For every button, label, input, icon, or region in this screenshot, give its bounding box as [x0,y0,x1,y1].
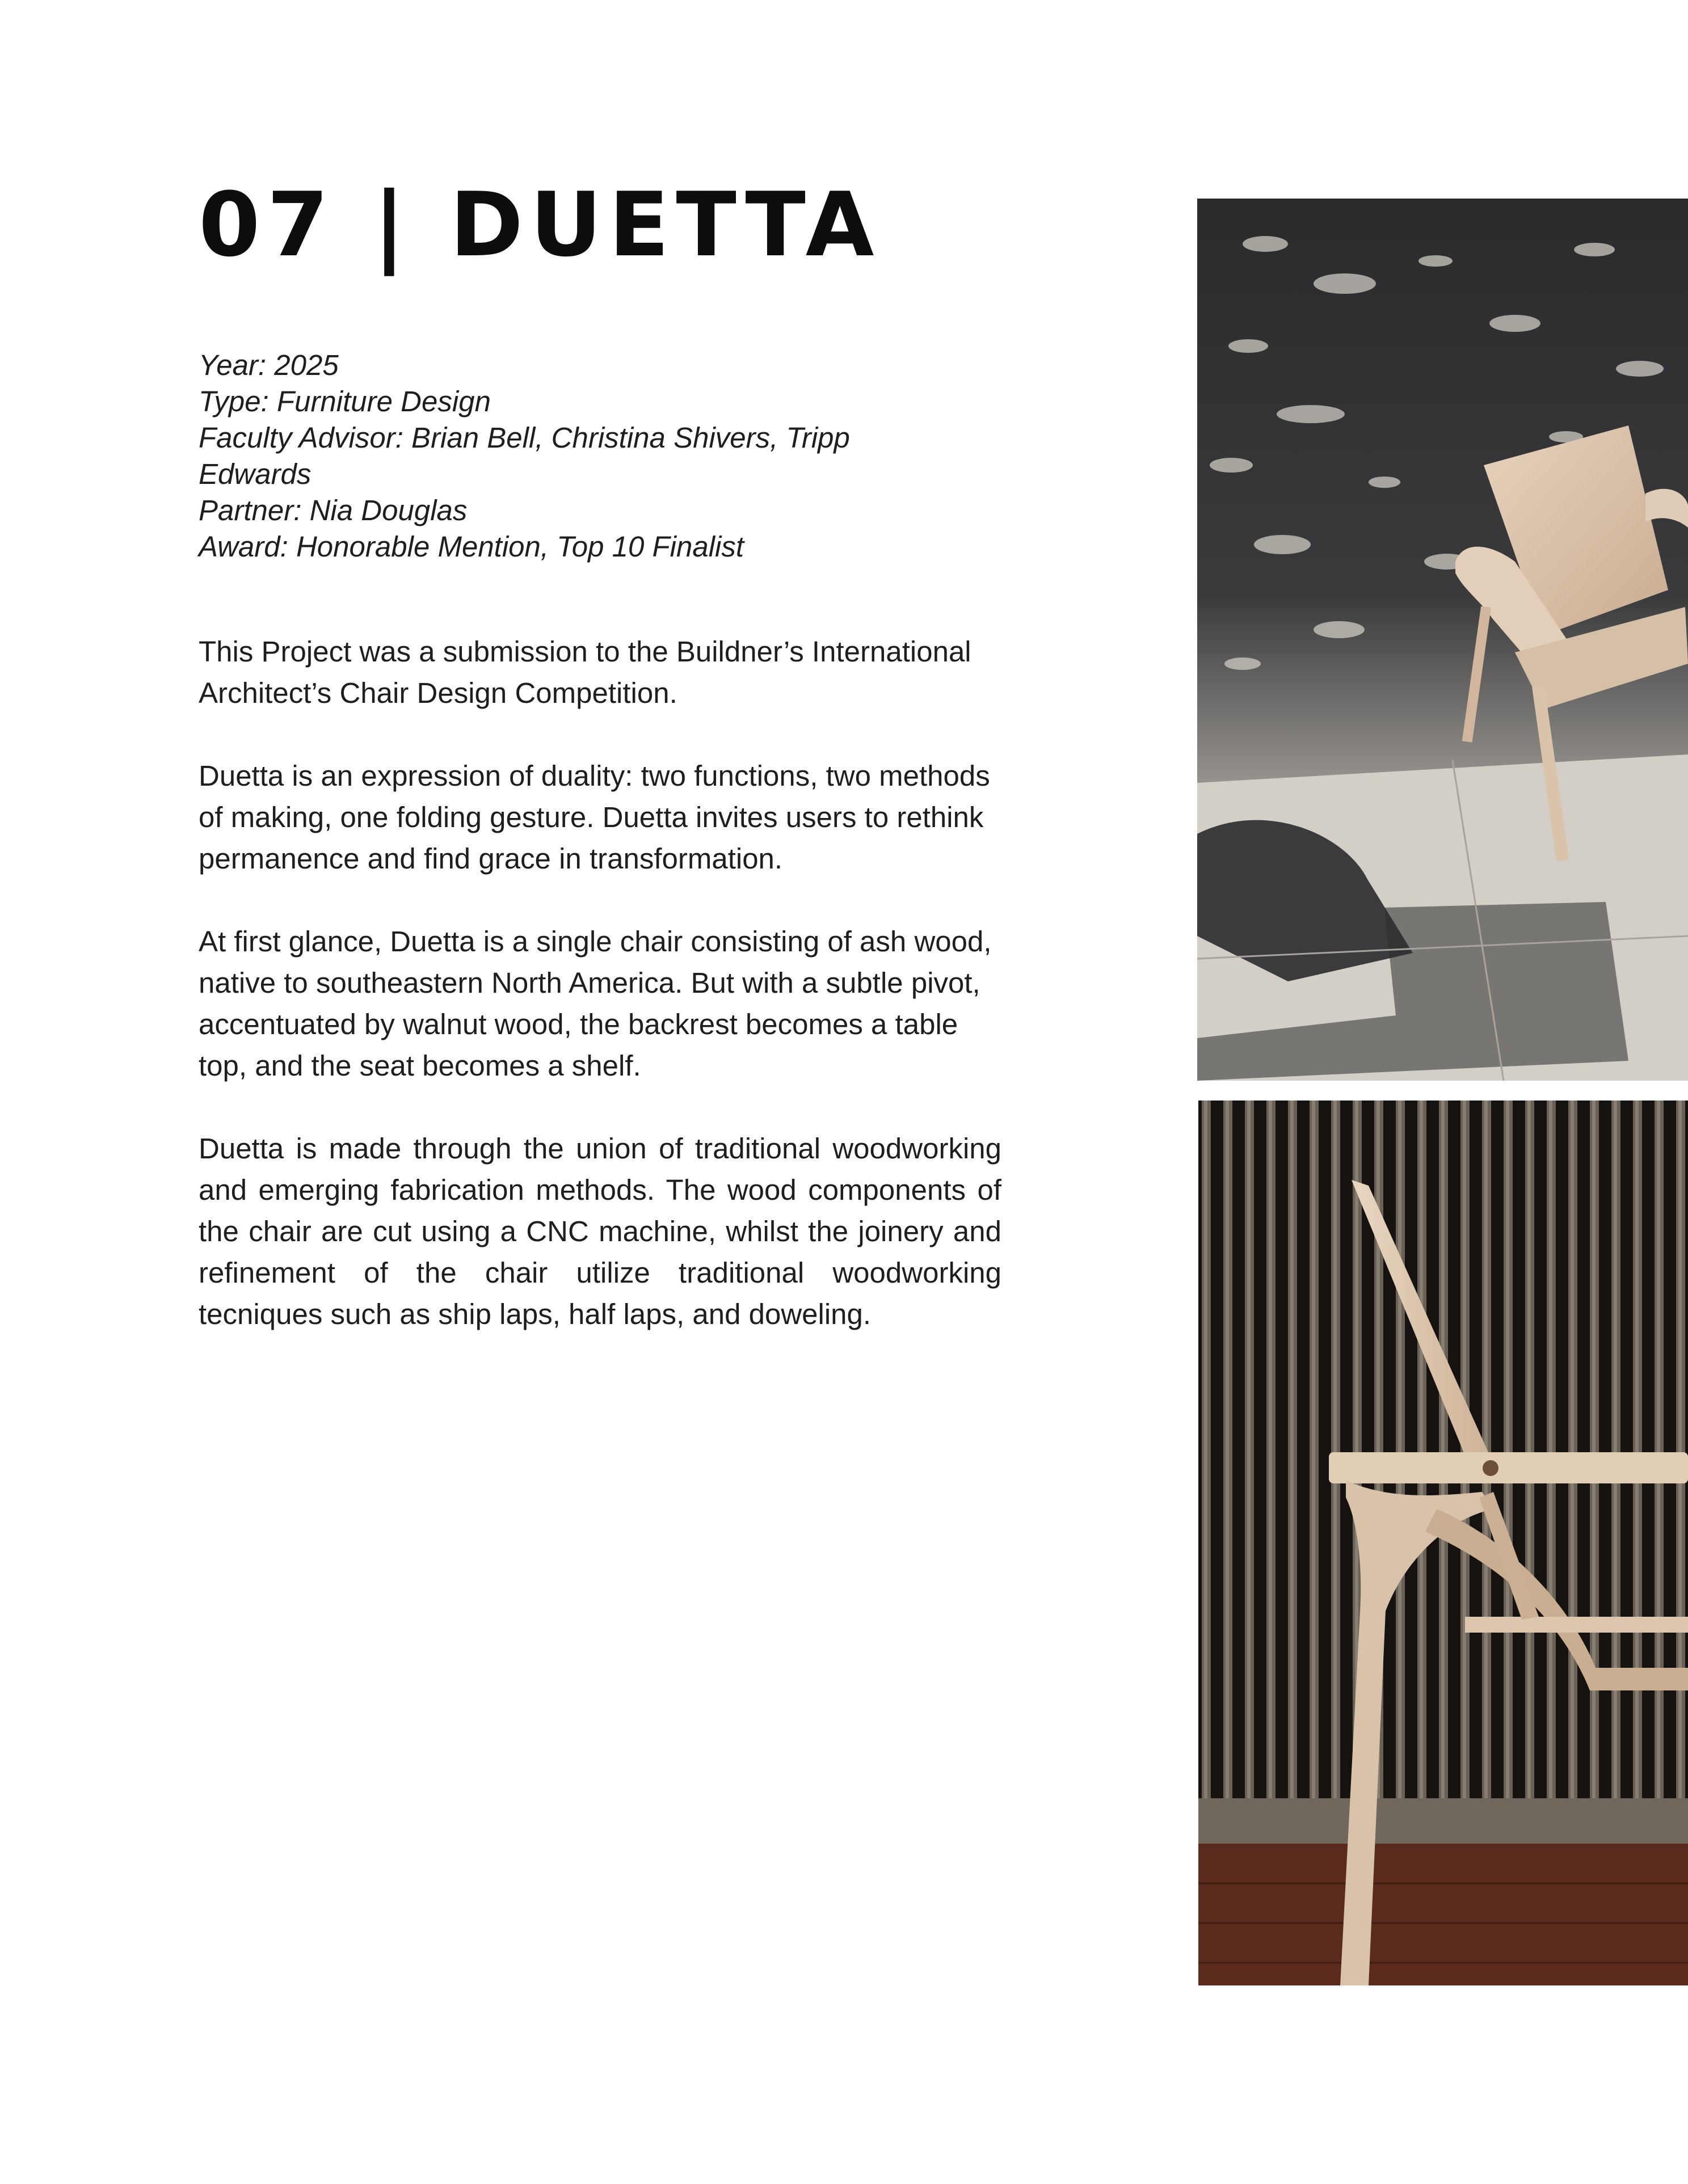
page-title: 07 | DUETTA [199,173,881,276]
paragraph-duality: Duetta is an expression of duality: two functions, two methods of making, one folding gesture. Duetta invites users to rethink permanence and find grace in transformation. [199,760,990,875]
project-description [199,631,1001,1376]
meta-partner: Partner: Nia Douglas [199,494,468,526]
paragraph-intro: This Project was a submission to the Buildner’s International Architect’s Chair Design Competition. [199,635,971,709]
chair-against-ribbed-wall-photo [1198,1101,1688,1985]
chair-in-dappled-shade-photo [1197,199,1688,1081]
meta-year: Year: 2025 [199,349,339,381]
meta-award: Award: Honorable Mention, Top 10 Finalist [199,530,744,563]
chair-wall-illustration [1198,1101,1688,1985]
meta-type: Type: Furniture Design [199,385,491,418]
chair-shade-illustration [1197,199,1688,1081]
project-meta [199,347,891,565]
paragraph-fabrication: Duetta is made through the union of traditional woodworking and emerging fabrication methods. The wood components of the chair are cut using a CNC machine, whilst the joinery and refinement of the chair utilize traditional woodworking tecniques such as ship laps, half laps, and doweling. [199,1132,1001,1330]
paragraph-pivot: At first glance, Duetta is a single chair consisting of ash wood, native to southeastern North America. But with a subtle pivot, accentuated by walnut wood, the backrest becomes a table top, and the seat becomes a shelf. [199,925,992,1082]
meta-faculty-advisor: Faculty Advisor: Brian Bell, Christina Shivers, Tripp Edwards [199,421,850,490]
